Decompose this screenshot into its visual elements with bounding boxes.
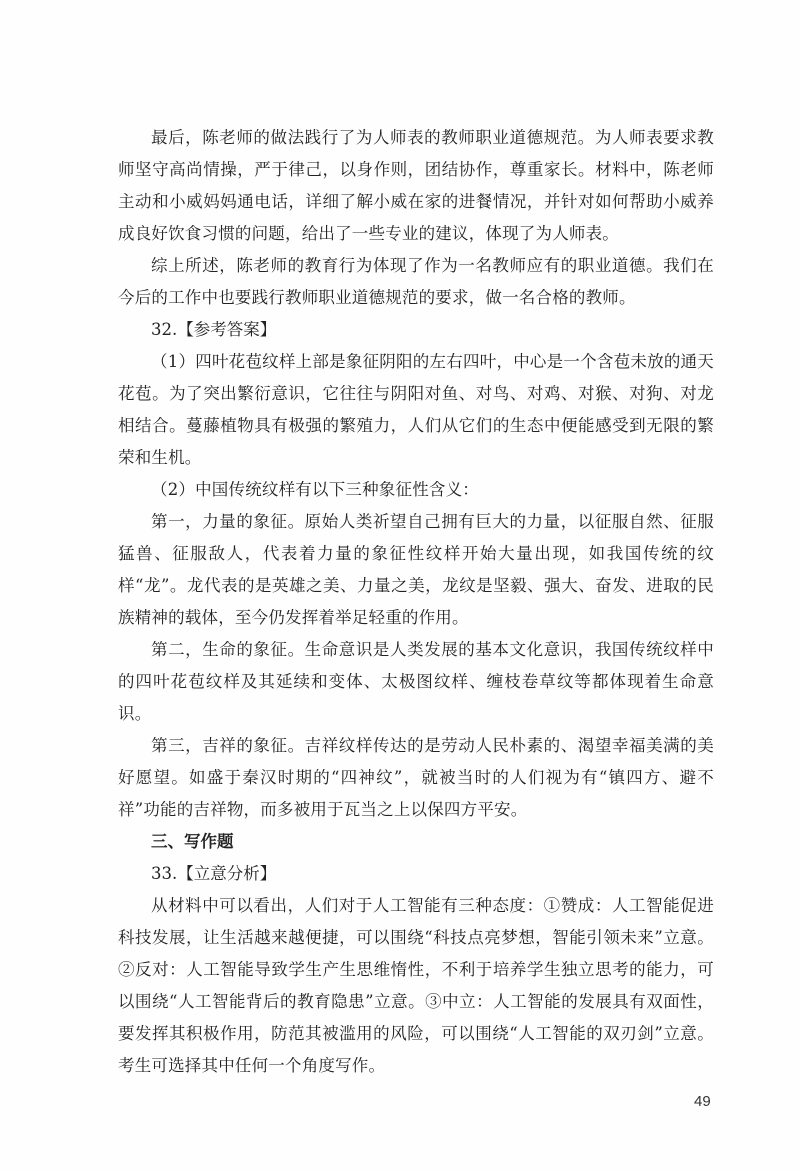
q32-part2: （2）中国传统纹样有以下三种象征性含义： [151,480,479,499]
q32-answer-label: 32.【参考答案】 [151,320,277,339]
q32-first-symbol: 第一，力量的象征。原始人类祈望自己拥有巨大的力量，以征服自然、征服猛兽、征服敌人，代表着力量的象征性纹样开始大量出现，如我国传统的纹样“龙”。龙代表的是英雄之美、力量之美，龙纹是坚毅、强大、奋发、进取的民族精神的载体，至今仍发挥着举足轻重的作用。 [118,512,714,627]
page-number: 49 [694,1093,711,1110]
q32-part1: （1）四叶花苞纹样上部是象征阴阳的左右四叶，中心是一个含苞未放的通天花苞。为了突出繁衍意识，它往往与阴阳对鱼、对鸟、对鸡、对猴、对狗、对龙相结合。蔓藤植物具有极强的繁殖力，人们从它们的生态中便能感受到无限的繁荣和生机。 [118,352,714,467]
q32-second-symbol: 第二，生命的象征。生命意识是人类发展的基本文化意识，我国传统纹样中的四叶花苞纹样及其延续和变体、太极图纹样、缠枝卷草纹等都体现着生命意识。 [118,640,714,723]
paragraph-summary: 综上所述，陈老师的教育行为体现了作为一名教师应有的职业道德。我们在今后的工作中也要践行教师职业道德规范的要求，做一名合格的教师。 [118,256,714,307]
q32-third-symbol: 第三，吉祥的象征。吉祥纹样传达的是劳动人民朴素的、渴望幸福美满的美好愿望。如盛于秦汉时期的“四神纹”，就被当时的人们视为有“镇四方、避不祥”功能的吉祥物，而多被用于瓦当之上以保四方平安。 [118,736,714,819]
q33-analysis-label: 33.【立意分析】 [151,864,277,883]
q33-analysis: 从材料中可以看出，人们对于人工智能有三种态度：①赞成：人工智能促进科技发展，让生活越来越便捷，可以围绕“科技点亮梦想，智能引领未来”立意。②反对：人工智能导致学生产生思维惰性，不利于培养学生独立思考的能力，可以围绕“人工智能背后的教育隐患”立意。③中立：人工智能的发展具有双面性，要发挥其积极作用，防范其被滥用的风险，可以围绕“人工智能的双刃剑”立意。考生可选择其中任何一个角度写作。 [118,896,714,1075]
section-heading-writing: 三、写作题 [151,832,234,851]
page-body [118,122,714,1082]
paragraph-conclusion-role-model: 最后，陈老师的做法践行了为人师表的教师职业道德规范。为人师表要求教师坚守高尚情操，严于律己，以身作则，团结协作，尊重家长。材料中，陈老师主动和小威妈妈通电话，详细了解小威在家的进餐情况，并针对如何帮助小威养成良好饮食习惯的问题，给出了一些专业的建议，体现了为人师表。 [118,128,714,243]
